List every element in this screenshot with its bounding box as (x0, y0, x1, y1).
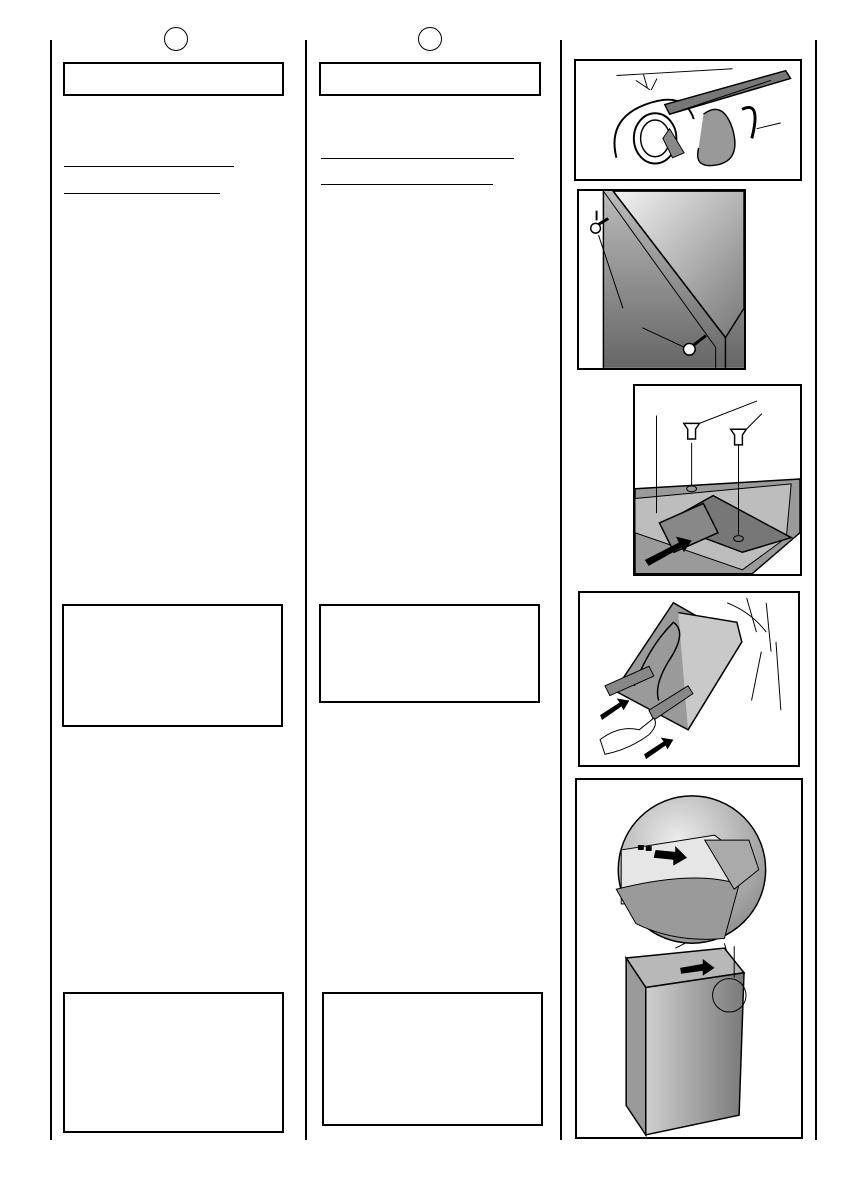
subheading-underline-1a (64, 166, 234, 167)
base-bracket-illustration (633, 384, 802, 576)
note-box-1b (63, 992, 284, 1133)
note-box-1a (62, 604, 283, 727)
subheading-underline-1b (64, 193, 220, 194)
top-lid-illustration (575, 778, 803, 1139)
rear-screws-illustration (577, 189, 746, 370)
section-heading-box-1 (63, 62, 284, 96)
note-box-2a (319, 604, 540, 703)
column-divider-middle (305, 40, 307, 1140)
language-badge-1 (164, 27, 188, 51)
column-divider-right (560, 40, 562, 1140)
note-box-2b (322, 992, 543, 1126)
hose-removal-illustration (574, 59, 802, 181)
language-badge-2 (418, 27, 442, 51)
subheading-underline-2b (321, 184, 493, 185)
column-divider-edge (815, 40, 817, 1140)
section-heading-box-2 (319, 62, 541, 96)
tilted-machine-illustration (578, 591, 800, 767)
column-divider-left (50, 40, 52, 1140)
subheading-underline-2a (321, 158, 514, 159)
